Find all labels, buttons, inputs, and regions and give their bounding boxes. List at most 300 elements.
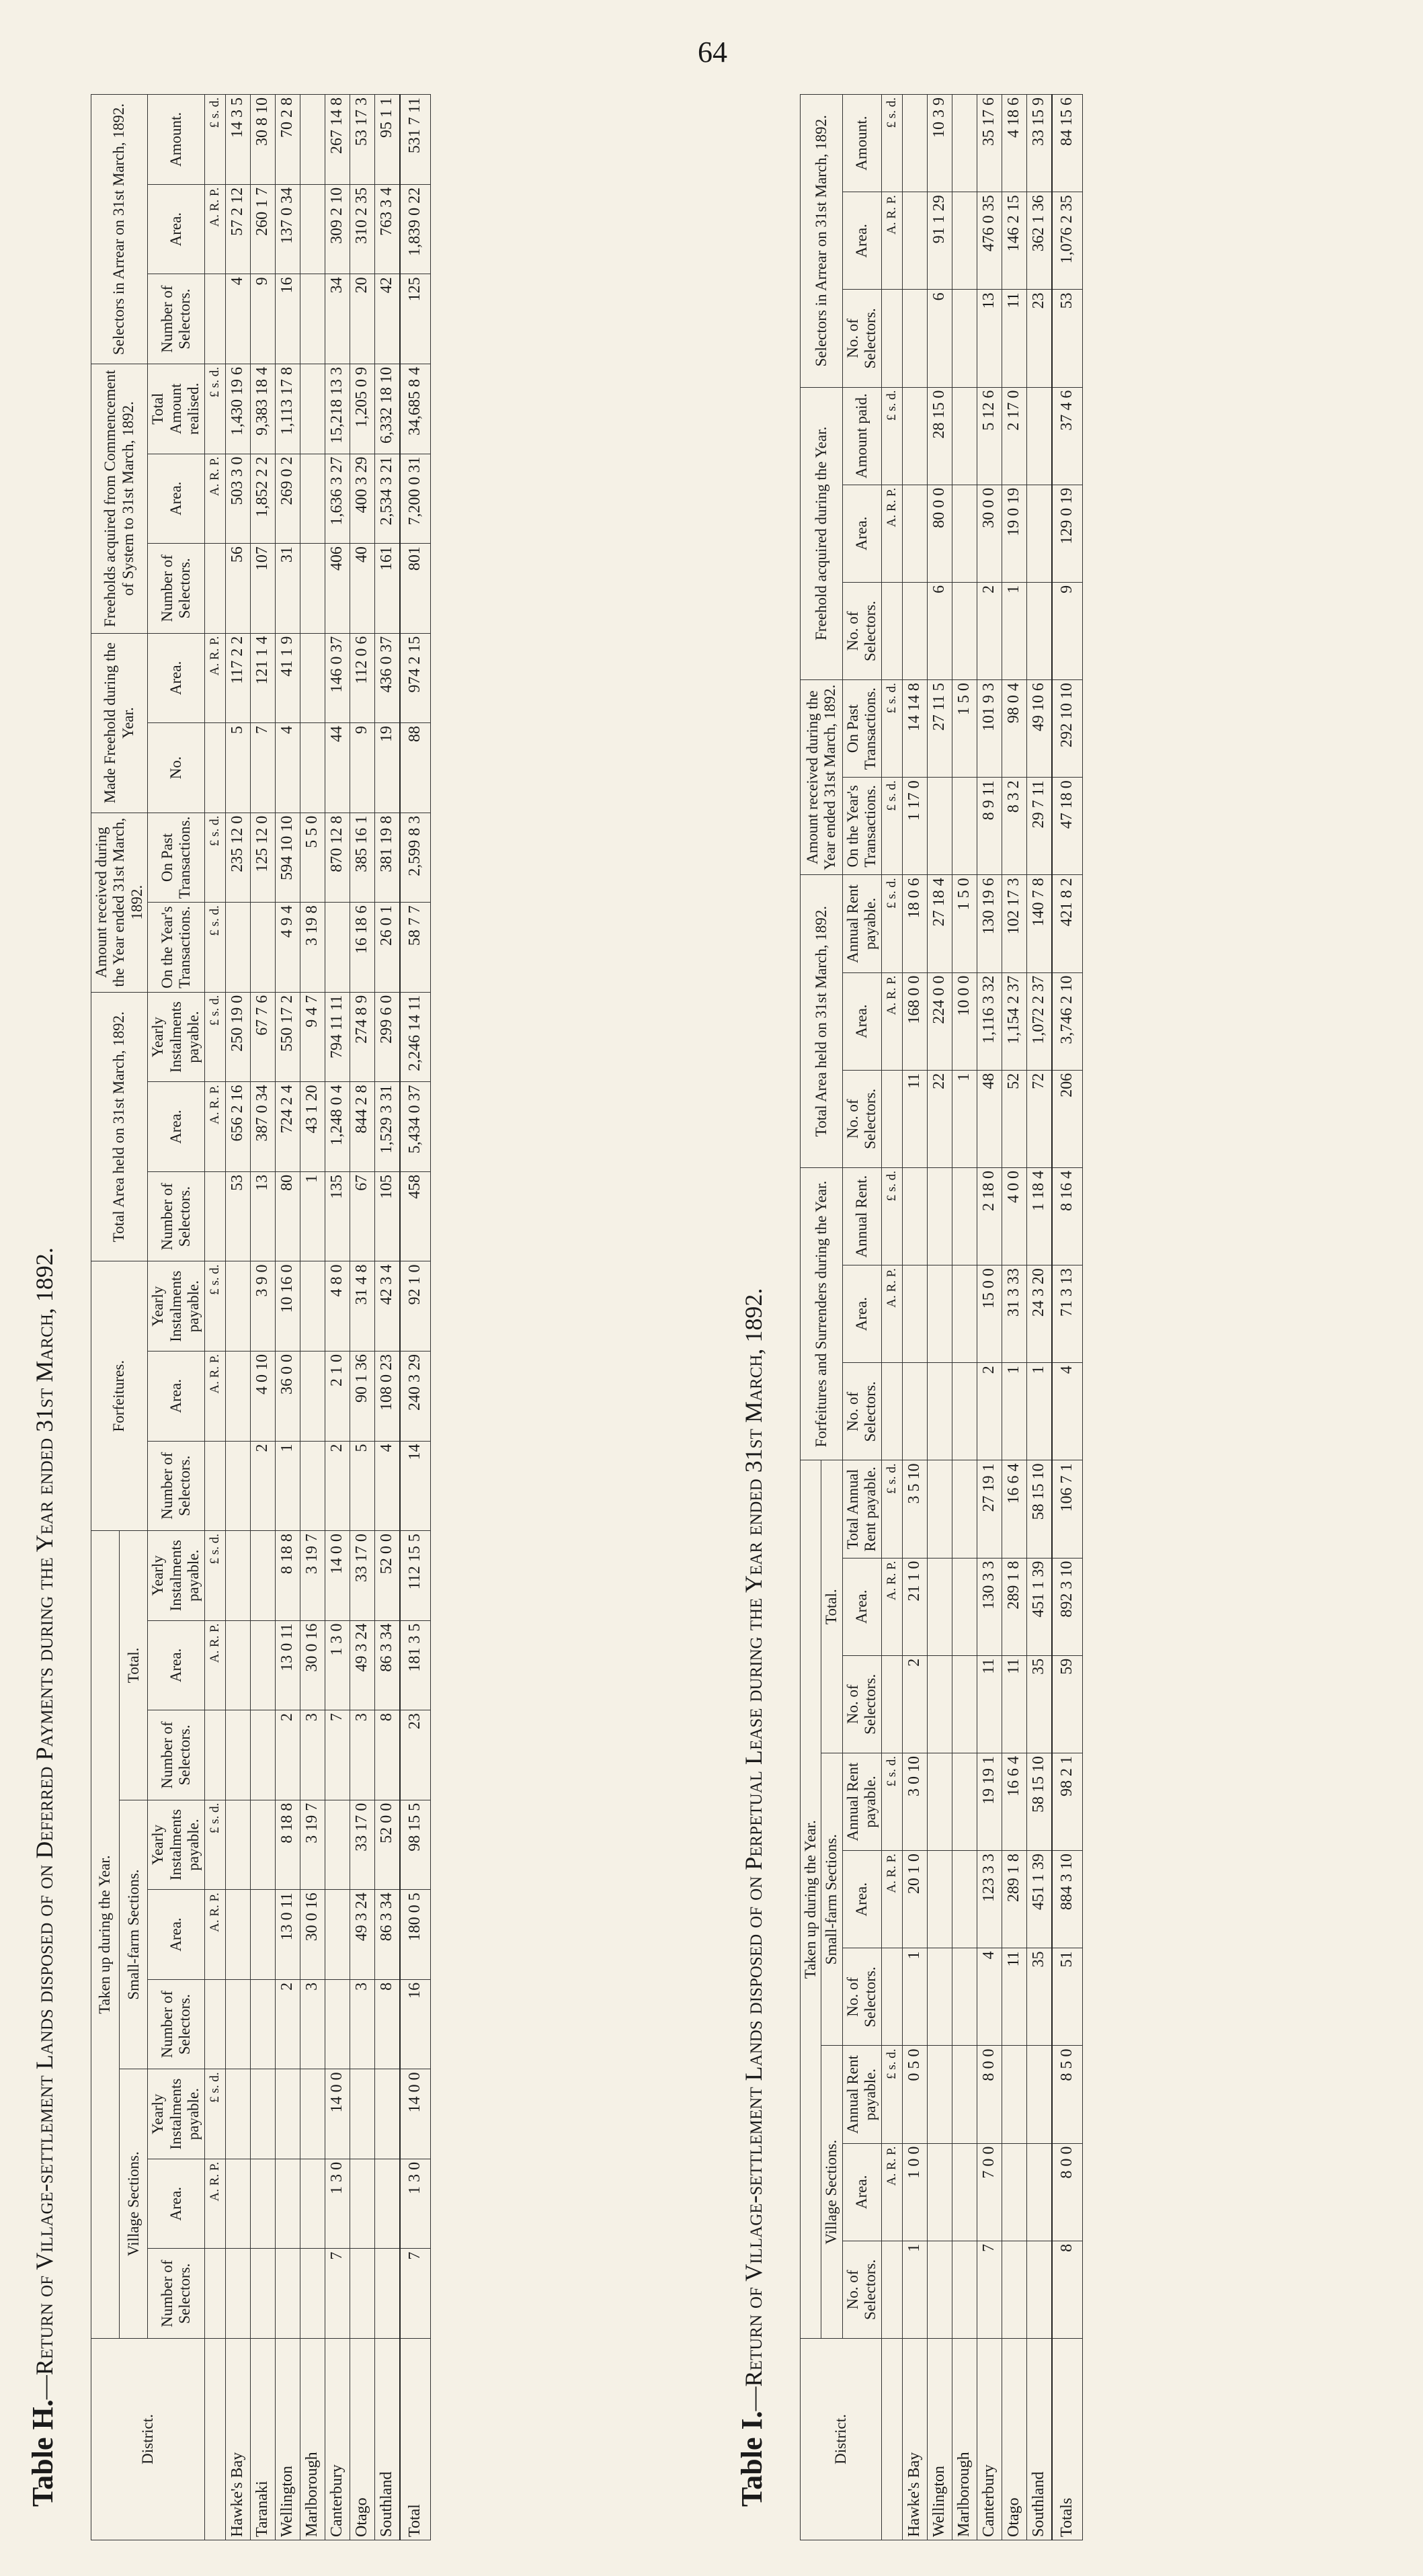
value-cell <box>325 1800 350 1890</box>
header-district: District. <box>801 2339 882 2540</box>
value-cell <box>927 1948 952 2046</box>
value-cell: 451 1 39 <box>1026 1558 1052 1655</box>
header-no-selectors: No. of Selectors. <box>842 1363 881 1460</box>
value-cell <box>902 582 927 679</box>
value-cell: 49 3 24 <box>350 1890 374 1980</box>
value-cell: 35 <box>1026 1948 1052 2046</box>
value-cell: 43 1 20 <box>300 1082 325 1172</box>
value-cell <box>952 2046 977 2143</box>
value-cell <box>275 2159 300 2249</box>
value-cell: 14 0 0 <box>325 2069 350 2159</box>
header-amount-paid: Amount paid. <box>842 387 881 485</box>
value-cell <box>952 1753 977 1850</box>
total-cell: 92 1 0 <box>400 1261 431 1352</box>
table-row <box>977 95 1002 2540</box>
header-total: Total. <box>821 1460 842 1753</box>
value-cell: 108 0 23 <box>374 1351 400 1441</box>
value-cell: 10 3 9 <box>927 95 952 192</box>
value-cell <box>952 192 977 290</box>
table-row <box>927 95 952 2540</box>
value-cell <box>300 184 325 274</box>
value-cell: 1 <box>1002 582 1026 679</box>
header-area: Area. <box>842 485 881 582</box>
value-cell <box>927 1851 952 1948</box>
value-cell <box>952 1558 977 1655</box>
header-area: Area. <box>148 633 204 723</box>
total-cell: 37 4 6 <box>1052 387 1083 485</box>
value-cell <box>1002 2046 1026 2143</box>
value-cell <box>952 95 977 192</box>
value-cell: 70 2 8 <box>275 95 300 185</box>
value-cell: 9 4 7 <box>300 992 325 1082</box>
value-cell <box>225 1351 250 1441</box>
value-cell: 123 3 3 <box>977 1851 1002 1948</box>
value-cell: 13 0 11 <box>275 1890 300 1980</box>
value-cell <box>1002 2241 1026 2338</box>
value-cell: 1 <box>1026 1363 1052 1460</box>
district-cell: Marlborough <box>952 2339 977 2540</box>
header-amount-received: Amount received during the Year ended 31st March, 1892. <box>801 680 843 875</box>
header-total-area-held: Total Area held on 31st March, 1892. <box>91 992 148 1261</box>
table-i-block <box>723 81 1395 2540</box>
header-number-selectors: Number of Selectors. <box>148 1441 204 1531</box>
value-cell: 7 <box>325 1710 350 1800</box>
header-forfeitures: Forfeitures and Surrenders during the Year. <box>801 1167 843 1460</box>
value-cell: 5 <box>350 1441 374 1531</box>
district-cell: Marlborough <box>300 2339 325 2540</box>
value-cell: 310 2 35 <box>350 184 374 274</box>
value-cell: 13 <box>977 290 1002 387</box>
value-cell: 1,852 2 2 <box>250 454 275 544</box>
value-cell: 3 <box>350 1979 374 2069</box>
value-cell: 67 <box>350 1171 374 1261</box>
value-cell <box>952 778 977 875</box>
table-row <box>952 95 977 2540</box>
value-cell: 48 <box>977 1070 1002 1167</box>
value-cell: 2 <box>902 1655 927 1753</box>
value-cell: 58 15 10 <box>1026 1753 1052 1850</box>
header-no-selectors: No. of Selectors. <box>842 1655 881 1753</box>
value-cell: 1 <box>1002 1363 1026 1460</box>
value-cell: 40 <box>350 544 374 634</box>
value-cell: 4 <box>225 274 250 364</box>
value-cell: 1 <box>952 1070 977 1167</box>
table-i <box>800 94 1083 2540</box>
value-cell: 14 0 0 <box>325 1531 350 1621</box>
value-cell: 2 1 0 <box>325 1351 350 1441</box>
unit-cell: £ s. d. <box>881 2046 902 2143</box>
value-cell <box>902 95 927 192</box>
value-cell <box>225 1620 250 1710</box>
value-cell: 80 0 0 <box>927 485 952 582</box>
value-cell: 30 0 0 <box>977 485 1002 582</box>
value-cell: 24 3 20 <box>1026 1265 1052 1363</box>
value-cell: 4 0 10 <box>250 1351 275 1441</box>
value-cell <box>927 1558 952 1655</box>
value-cell: 289 1 8 <box>1002 1558 1026 1655</box>
value-cell <box>952 1655 977 1753</box>
value-cell <box>250 1979 275 2069</box>
value-cell: 1,248 0 4 <box>325 1082 350 1172</box>
unit-cell: £ s. d. <box>881 387 902 485</box>
value-cell <box>927 2241 952 2338</box>
value-cell <box>927 1265 952 1363</box>
header-area: Area. <box>148 1620 204 1710</box>
value-cell: 112 0 6 <box>350 633 374 723</box>
header-number-selectors: Number of Selectors. <box>148 544 204 634</box>
value-cell: 1,154 2 37 <box>1002 972 1026 1070</box>
value-cell: 52 0 0 <box>374 1531 400 1621</box>
value-cell <box>902 1363 927 1460</box>
value-cell: 9 <box>250 274 275 364</box>
value-cell: 1 17 0 <box>902 778 927 875</box>
value-cell: 56 <box>225 544 250 634</box>
value-cell <box>250 1710 275 1800</box>
total-cell: 8 5 0 <box>1052 2046 1083 2143</box>
value-cell: 299 6 0 <box>374 992 400 1082</box>
unit-cell: A. R. P. <box>881 485 902 582</box>
header-area: Area. <box>842 2143 881 2241</box>
unit-cell: £ s. d. <box>204 1800 225 1890</box>
value-cell <box>300 544 325 634</box>
unit-cell: £ s. d. <box>204 1261 225 1352</box>
header-area: Area. <box>842 192 881 290</box>
value-cell: 9 <box>350 723 374 813</box>
value-cell: 16 18 6 <box>350 903 374 993</box>
value-cell: 36 0 0 <box>275 1351 300 1441</box>
value-cell: 11 <box>977 1655 1002 1753</box>
header-village-sections: Village Sections. <box>120 2069 148 2339</box>
header-area: Area. <box>148 454 204 544</box>
total-cell: 9 <box>1052 582 1083 679</box>
value-cell <box>1026 582 1052 679</box>
total-row <box>1052 95 1083 2540</box>
value-cell <box>250 2249 275 2339</box>
value-cell: 31 <box>275 544 300 634</box>
value-cell <box>952 2143 977 2241</box>
value-cell: 7 <box>977 2241 1002 2338</box>
total-cell: 180 0 5 <box>400 1890 431 1980</box>
unit-cell: A. R. P. <box>881 1851 902 1948</box>
value-cell: 1,116 3 32 <box>977 972 1002 1070</box>
total-cell: 106 7 1 <box>1052 1460 1083 1558</box>
value-cell: 90 1 36 <box>350 1351 374 1441</box>
value-cell: 2 <box>275 1710 300 1800</box>
header-total-area-held: Total Area held on 31st March, 1892. <box>801 875 843 1168</box>
value-cell <box>300 1351 325 1441</box>
header-yearly-instalments: Yearly Instalments payable. <box>148 992 204 1082</box>
unit-cell <box>204 274 225 364</box>
value-cell: 26 0 1 <box>374 903 400 993</box>
value-cell: 1 <box>902 2241 927 2338</box>
header-no-selectors: No. of Selectors. <box>842 1070 881 1167</box>
value-cell: 27 19 1 <box>977 1460 1002 1558</box>
value-cell <box>275 2069 300 2159</box>
value-cell <box>952 1851 977 1948</box>
header-yearly-instalments: Yearly Instalments payable. <box>148 2069 204 2159</box>
value-cell: 42 3 4 <box>374 1261 400 1352</box>
total-cell: 71 3 13 <box>1052 1265 1083 1363</box>
value-cell <box>350 2159 374 2249</box>
value-cell <box>250 1800 275 1890</box>
header-number-selectors: Number of Selectors. <box>148 1171 204 1261</box>
value-cell: 15 0 0 <box>977 1265 1002 1363</box>
header-area: Area. <box>842 1265 881 1363</box>
header-number-selectors: Number of Selectors. <box>148 274 204 364</box>
value-cell <box>225 1710 250 1800</box>
value-cell <box>300 723 325 813</box>
value-cell <box>225 2069 250 2159</box>
total-cell: 98 15 5 <box>400 1800 431 1890</box>
unit-cell: £ s. d. <box>204 364 225 454</box>
district-cell: Canterbury <box>325 2339 350 2540</box>
value-cell: 19 19 1 <box>977 1753 1002 1850</box>
value-cell: 18 0 6 <box>902 875 927 972</box>
header-small-farm: Small-farm Sections. <box>120 1800 148 2069</box>
value-cell: 16 6 4 <box>1002 1460 1026 1558</box>
value-cell: 2 <box>275 1979 300 2069</box>
value-cell: 406 <box>325 544 350 634</box>
total-cell: 421 8 2 <box>1052 875 1083 972</box>
table-h-block <box>13 81 699 2540</box>
value-cell: 385 16 1 <box>350 813 374 903</box>
district-cell: Hawke's Bay <box>225 2339 250 2540</box>
value-cell: 1,072 2 37 <box>1026 972 1052 1070</box>
total-cell: 53 <box>1052 290 1083 387</box>
value-cell: 269 0 2 <box>275 454 300 544</box>
table-h-title <box>26 1247 60 2507</box>
value-cell <box>250 2069 275 2159</box>
value-cell <box>374 2159 400 2249</box>
header-area: Area. <box>148 1082 204 1172</box>
value-cell <box>927 1363 952 1460</box>
value-cell: 72 <box>1026 1070 1052 1167</box>
value-cell: 52 <box>1002 1070 1026 1167</box>
value-cell: 95 1 1 <box>374 95 400 185</box>
value-cell: 11 <box>902 1070 927 1167</box>
unit-cell: £ s. d. <box>881 875 902 972</box>
total-cell: 16 <box>400 1979 431 2069</box>
value-cell <box>952 1363 977 1460</box>
value-cell: 21 1 0 <box>902 1558 927 1655</box>
total-cell: 181 3 5 <box>400 1620 431 1710</box>
value-cell: 27 11 5 <box>927 680 952 778</box>
value-cell: 3 19 7 <box>300 1531 325 1621</box>
total-cell: 112 15 5 <box>400 1531 431 1621</box>
total-cell: 59 <box>1052 1655 1083 1753</box>
header-selectors-arrear: Selectors in Arrear on 31st March, 1892. <box>801 95 843 388</box>
value-cell: 503 3 0 <box>225 454 250 544</box>
value-cell: 67 7 6 <box>250 992 275 1082</box>
value-cell <box>952 387 977 485</box>
header-yearly-instalments: Yearly Instalments payable. <box>148 1261 204 1352</box>
header-no-selectors: No. of Selectors. <box>842 1948 881 2046</box>
total-cell: 458 <box>400 1171 431 1261</box>
total-cell: 292 10 10 <box>1052 680 1083 778</box>
value-cell: 9,383 18 4 <box>250 364 275 454</box>
value-cell: 14 14 8 <box>902 680 927 778</box>
header-total-annual-rent: Total Annual Rent payable. <box>842 1460 881 1558</box>
value-cell <box>952 582 977 679</box>
value-cell <box>225 1261 250 1352</box>
value-cell: 2 17 0 <box>1002 387 1026 485</box>
unit-cell: A. R. P. <box>881 1558 902 1655</box>
value-cell <box>952 2241 977 2338</box>
unit-cell: A. R. P. <box>204 1620 225 1710</box>
value-cell <box>952 1265 977 1363</box>
value-cell <box>300 364 325 454</box>
total-cell: 98 2 1 <box>1052 1753 1083 1850</box>
value-cell <box>250 1890 275 1980</box>
total-cell: 206 <box>1052 1070 1083 1167</box>
value-cell <box>927 1753 952 1850</box>
header-area: Area. <box>842 1851 881 1948</box>
unit-cell: £ s. d. <box>204 992 225 1082</box>
unit-cell: A. R. P. <box>204 184 225 274</box>
value-cell: 14 3 5 <box>225 95 250 185</box>
value-cell: 3 <box>300 1710 325 1800</box>
value-cell: 11 <box>1002 290 1026 387</box>
value-cell: 57 2 12 <box>225 184 250 274</box>
value-cell <box>1026 2046 1052 2143</box>
header-total: Total. <box>120 1531 148 1800</box>
value-cell: 11 <box>1002 1655 1026 1753</box>
total-cell: 884 3 10 <box>1052 1851 1083 1948</box>
total-label: Total <box>400 2339 431 2540</box>
value-cell <box>325 903 350 993</box>
value-cell: 1 3 0 <box>325 1620 350 1710</box>
total-cell: 47 18 0 <box>1052 778 1083 875</box>
value-cell: 7 <box>250 723 275 813</box>
value-cell: 289 1 8 <box>1002 1851 1026 1948</box>
value-cell <box>250 2159 275 2249</box>
value-cell: 146 2 15 <box>1002 192 1026 290</box>
table-row <box>1002 95 1026 2540</box>
value-cell <box>1026 2241 1052 2338</box>
value-cell: 15,218 13 3 <box>325 364 350 454</box>
value-cell: 1 5 0 <box>952 680 977 778</box>
header-selectors-arrear: Selectors in Arrear on 31st March, 1892. <box>91 95 148 364</box>
value-cell: 30 0 16 <box>300 1890 325 1980</box>
value-cell: 137 0 34 <box>275 184 300 274</box>
table-row <box>325 95 350 2540</box>
header-number-selectors: Number of Selectors. <box>148 1979 204 2069</box>
value-cell <box>325 1890 350 1980</box>
header-freeholds-acquired: Freeholds acquired from Commencement of System to 31st March, 1892. <box>91 364 148 633</box>
value-cell: 1,430 19 6 <box>225 364 250 454</box>
header-made-freehold: Made Freehold during the Year. <box>91 633 148 813</box>
total-cell: 7,200 0 31 <box>400 454 431 544</box>
unit-cell: £ s. d. <box>881 680 902 778</box>
total-cell: 58 7 7 <box>400 903 431 993</box>
header-forfeitures: Forfeitures. <box>91 1261 148 1531</box>
unit-cell <box>881 1363 902 1460</box>
unit-cell <box>881 1655 902 1753</box>
unit-cell: A. R. P. <box>881 972 902 1070</box>
unit-cell <box>881 582 902 679</box>
header-area: Area. <box>148 2159 204 2249</box>
value-cell: 451 1 39 <box>1026 1851 1052 1948</box>
header-total-realised: Total Amount realised. <box>148 364 204 454</box>
value-cell: 8 0 0 <box>977 2046 1002 2143</box>
total-cell: 34,685 8 4 <box>400 364 431 454</box>
value-cell: 16 <box>275 274 300 364</box>
header-amount: Amount. <box>148 95 204 185</box>
value-cell: 3 9 0 <box>250 1261 275 1352</box>
units-row <box>881 95 902 2540</box>
table-i-title <box>735 1288 769 2507</box>
header-on-year: On the Year's Transactions. <box>148 903 204 993</box>
value-cell: 4 <box>374 1441 400 1531</box>
value-cell: 6 <box>927 582 952 679</box>
value-cell: 4 0 0 <box>1002 1167 1026 1265</box>
unit-cell: £ s. d. <box>881 1167 902 1265</box>
value-cell: 724 2 4 <box>275 1082 300 1172</box>
value-cell: 44 <box>325 723 350 813</box>
value-cell <box>902 1265 927 1363</box>
value-cell: 0 5 0 <box>902 2046 927 2143</box>
value-cell: 1 <box>300 1171 325 1261</box>
value-cell <box>927 2143 952 2241</box>
header-no: No. <box>148 723 204 813</box>
total-cell: 7 <box>400 2249 431 2339</box>
unit-cell: £ s. d. <box>204 903 225 993</box>
value-cell <box>902 1167 927 1265</box>
value-cell <box>225 1531 250 1621</box>
value-cell: 31 4 8 <box>350 1261 374 1352</box>
value-cell <box>300 2159 325 2249</box>
header-area: Area. <box>148 1890 204 1980</box>
value-cell: 8 <box>374 1710 400 1800</box>
value-cell <box>1026 2143 1052 2241</box>
header-small-farm: Small-farm Sections. <box>821 1753 842 2046</box>
value-cell: 844 2 8 <box>350 1082 374 1172</box>
value-cell: 2 18 0 <box>977 1167 1002 1265</box>
table-row <box>374 95 400 2540</box>
district-cell: Taranaki <box>250 2339 275 2540</box>
value-cell <box>300 2069 325 2159</box>
value-cell: 35 <box>1026 1655 1052 1753</box>
value-cell: 86 3 34 <box>374 1890 400 1980</box>
header-yearly-instalments: Yearly Instalments payable. <box>148 1531 204 1621</box>
header-annual-rent: Annual Rent payable. <box>842 2046 881 2143</box>
unit-cell: £ s. d. <box>881 1753 902 1850</box>
value-cell <box>952 485 977 582</box>
value-cell: 1 18 4 <box>1026 1167 1052 1265</box>
value-cell: 4 <box>977 1948 1002 2046</box>
unit-cell: £ s. d. <box>204 2069 225 2159</box>
value-cell: 10 16 0 <box>275 1261 300 1352</box>
value-cell: 86 3 34 <box>374 1620 400 1710</box>
value-cell: 763 3 4 <box>374 184 400 274</box>
value-cell: 2 <box>325 1441 350 1531</box>
table-row <box>350 95 374 2540</box>
value-cell: 8 18 8 <box>275 1800 300 1890</box>
value-cell <box>927 1167 952 1265</box>
value-cell <box>225 903 250 993</box>
value-cell: 80 <box>275 1171 300 1261</box>
value-cell: 35 17 6 <box>977 95 1002 192</box>
total-cell: 8 0 0 <box>1052 2143 1083 2241</box>
value-cell: 594 10 10 <box>275 813 300 903</box>
value-cell: 22 <box>927 1070 952 1167</box>
value-cell: 4 9 4 <box>275 903 300 993</box>
value-cell <box>225 1890 250 1980</box>
value-cell: 387 0 34 <box>250 1082 275 1172</box>
value-cell: 2,534 3 21 <box>374 454 400 544</box>
unit-cell: A. R. P. <box>204 633 225 723</box>
header-no-selectors: No. of Selectors. <box>842 2241 881 2338</box>
